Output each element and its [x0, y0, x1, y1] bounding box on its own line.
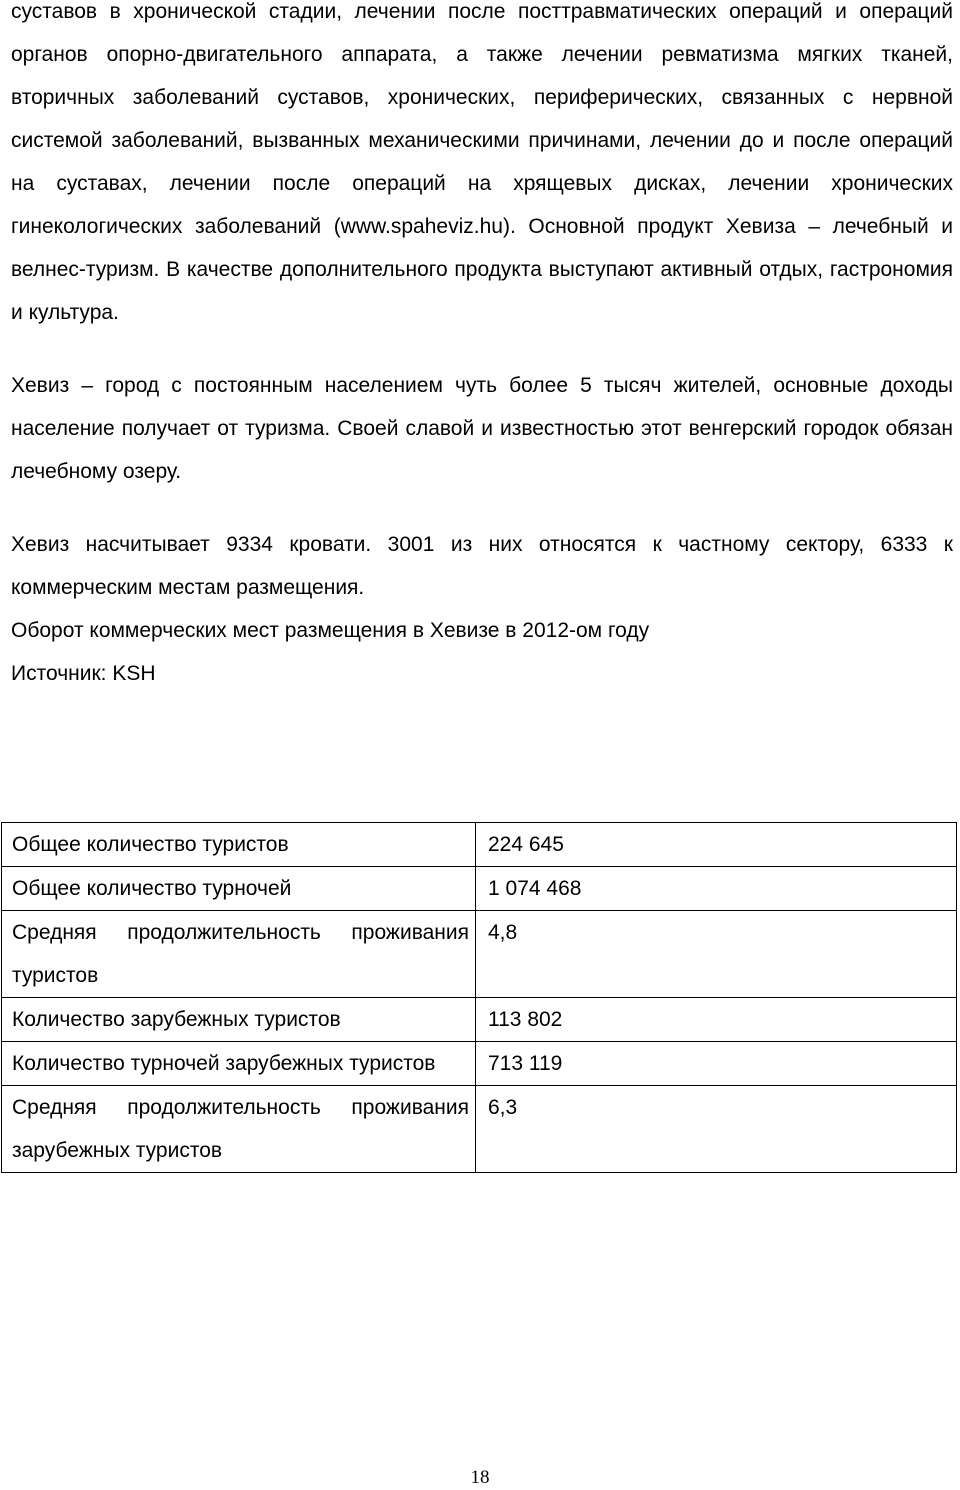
table-cell-value: 713 119 — [476, 1042, 957, 1086]
table-cell-value: 113 802 — [476, 998, 957, 1042]
table-row — [2, 911, 957, 998]
table-row — [2, 867, 957, 911]
body-paragraph-3: Хевиз насчитывает 9334 кровати. 3001 из них относятся к частному сектору, 6333 к коммерческим местам размещения. — [11, 533, 953, 599]
table-cell-label: Количество турночей зарубежных туристов — [2, 1042, 476, 1086]
statistics-table — [1, 822, 957, 1173]
table-row — [2, 998, 957, 1042]
document-page — [11, 0, 953, 695]
body-paragraph-2: Хевиз – город с постоянным населением чуть более 5 тысяч жителей, основные доходы население получает от туризма. Своей славой и известностью этот венгерский городок обязан лечебному озеру. — [11, 374, 953, 483]
table-cell-value: 6,3 — [476, 1086, 957, 1173]
body-paragraph-1: суставов в хронической стадии, лечении после посттравматических операций и операций органов опорно-двигательного аппарата, а также лечении ревматизма мягких тканей, вторичных заболеваний суставов, хронических, периферических, связанных с нервной системой заболеваний, вызванных механическими причинами, лечении до и после операций на суставах, лечении после операций на хрящевых дисках, лечении хронических гинекологических заболеваний (www.spaheviz.hu). Основной продукт Хевиза – лечебный и велнес-туризм. В качестве дополнительного продукта выступают активный отдых, гастрономия и культура. — [11, 0, 953, 324]
table-row — [2, 1086, 957, 1173]
table-cell-label: Средняя продолжительность проживания зарубежных туристов — [2, 1086, 476, 1173]
table-cell-value: 4,8 — [476, 911, 957, 998]
page-number: 18 — [470, 1467, 490, 1488]
table-cell-label: Средняя продолжительность проживания туристов — [2, 911, 476, 998]
table-cell-value: 1 074 468 — [476, 867, 957, 911]
table-cell-label: Количество зарубежных туристов — [2, 998, 476, 1042]
table-title: Оборот коммерческих мест размещения в Хевизе в 2012-ом году — [11, 619, 650, 642]
table-cell-label: Общее количество турночей — [2, 867, 476, 911]
table-row — [2, 823, 957, 867]
table-row — [2, 1042, 957, 1086]
table-cell-label: Общее количество туристов — [2, 823, 476, 867]
source-line: Источник: KSH — [11, 662, 156, 685]
table-cell-value: 224 645 — [476, 823, 957, 867]
